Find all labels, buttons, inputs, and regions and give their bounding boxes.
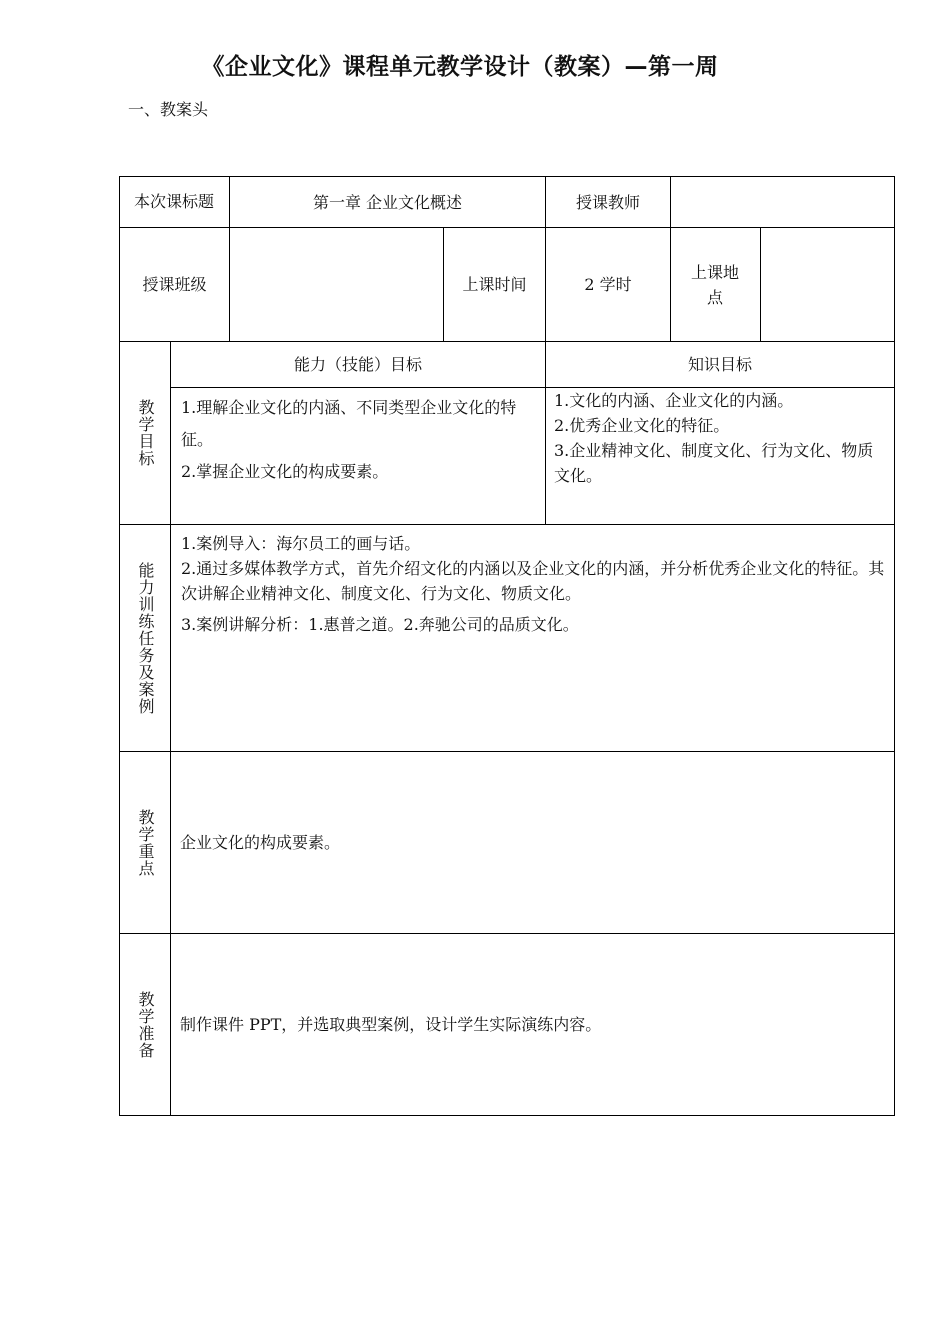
section-heading: 一、教案头 bbox=[128, 100, 209, 119]
class-value bbox=[230, 228, 443, 341]
objectives-label: 教学目标 bbox=[136, 399, 155, 467]
list-item: 1.文化的内涵、企业文化的内涵。 bbox=[554, 391, 794, 410]
location-value bbox=[761, 228, 894, 341]
class-label: 授课班级 bbox=[142, 275, 207, 294]
teacher-value bbox=[671, 177, 894, 227]
lesson-title-label: 本次课标题 bbox=[133, 192, 214, 211]
location-label: 上课地点 bbox=[690, 262, 739, 307]
time-value: 2 学时 bbox=[584, 275, 632, 294]
tasks-label: 能力训练任务及案例 bbox=[136, 561, 155, 715]
focus-label: 教学重点 bbox=[136, 808, 155, 877]
teacher-label: 授课教师 bbox=[575, 192, 640, 212]
list-item: 2.优秀企业文化的特征。 bbox=[554, 416, 730, 435]
list-item: 2.通过多媒体教学方式，首先介绍文化的内涵以及企业文化的内涵，并分析优秀企业文化的特征。其次讲解企业精神文化、制度文化、行为文化、物质文化。 bbox=[181, 559, 885, 603]
ability-objective-header: 能力（技能）目标 bbox=[293, 355, 422, 374]
list-item: 1.案例导入：海尔员工的画与话。 bbox=[181, 534, 421, 553]
list-item: 2.掌握企业文化的构成要素。 bbox=[181, 462, 389, 481]
list-item: 1.理解企业文化的内涵、不同类型企业文化的特征。 bbox=[181, 398, 517, 449]
tasks-content bbox=[171, 525, 894, 751]
document-title: 《企业文化》课程单元教学设计（教案）—第一周 bbox=[201, 54, 719, 80]
knowledge-objective-header: 知识目标 bbox=[687, 355, 752, 374]
focus-value: 企业文化的构成要素。 bbox=[180, 833, 341, 852]
prep-value: 制作课件 PPT，并选取典型案例，设计学生实际演练内容。 bbox=[180, 1015, 602, 1034]
knowledge-objective-list bbox=[546, 388, 894, 524]
time-label: 上课时间 bbox=[462, 275, 527, 294]
prep-label: 教学准备 bbox=[136, 990, 155, 1059]
list-item: 3.企业精神文化、制度文化、行为文化、物质文化。 bbox=[554, 441, 874, 485]
lesson-title-value: 第一章 企业文化概述 bbox=[312, 192, 463, 212]
list-item: 3.案例讲解分析：1.惠普之道。2.奔驰公司的品质文化。 bbox=[181, 615, 579, 634]
ability-objective-list bbox=[171, 388, 545, 524]
